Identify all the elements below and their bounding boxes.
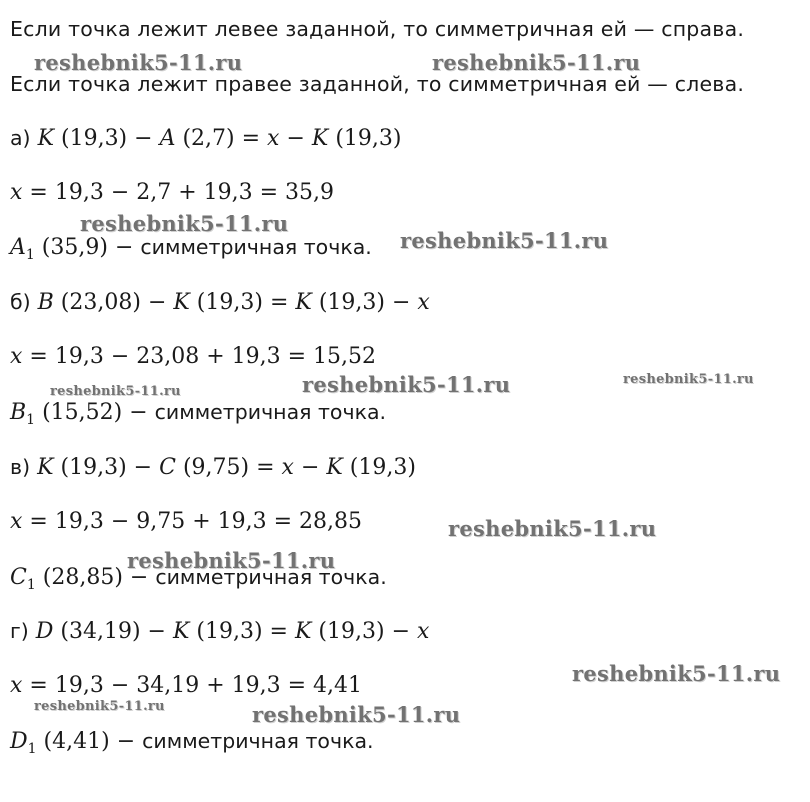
- calculation-c: x = 19,3 − 9,75 + 19,3 = 28,85: [10, 509, 363, 534]
- watermark: reshebnik5-11.ru: [432, 50, 641, 75]
- watermark: reshebnik5-11.ru: [448, 516, 657, 541]
- watermark: reshebnik5-11.ru: [252, 702, 461, 727]
- result-d: $D_1$ (4,41) − симметричная точка.: [10, 729, 374, 757]
- watermark: reshebnik5-11.ru: [400, 228, 609, 253]
- intro-line-2: Если точка лежит правее заданной, то симметричная ей — слева.: [10, 72, 745, 96]
- result-a: $A_1$ (35,9) − симметричная точка.: [10, 235, 372, 263]
- watermark: reshebnik5-11.ru: [34, 50, 243, 75]
- watermark: reshebnik5-11.ru: [302, 372, 511, 397]
- calculation-d: x = 19,3 − 34,19 + 19,3 = 4,41: [10, 673, 363, 698]
- result-b: $B_1$ (15,52) − симметричная точка.: [10, 400, 387, 428]
- intro-line-1: Если точка лежит левее заданной, то симметричная ей — справа.: [10, 17, 745, 41]
- equation-a: а) K (19,3) − A (2,7) = x − K (19,3): [10, 126, 402, 151]
- calculation-b: x = 19,3 − 23,08 + 19,3 = 15,52: [10, 344, 377, 369]
- equation-d: г) D (34,19) − K (19,3) = K (19,3) − x: [10, 619, 430, 644]
- watermark: reshebnik5-11.ru: [50, 384, 181, 399]
- calculation-a: x = 19,3 − 2,7 + 19,3 = 35,9: [10, 180, 335, 205]
- watermark: reshebnik5-11.ru: [623, 372, 754, 387]
- watermark: reshebnik5-11.ru: [34, 699, 165, 714]
- watermark: reshebnik5-11.ru: [127, 548, 336, 573]
- equation-c: в) K (19,3) − C (9,75) = x − K (19,3): [10, 455, 416, 480]
- equation-b: б) B (23,08) − K (19,3) = K (19,3) − x: [10, 290, 430, 315]
- watermark: reshebnik5-11.ru: [572, 661, 781, 686]
- watermark: reshebnik5-11.ru: [80, 211, 289, 236]
- result-c: $C_1$ (28,85) − симметричная точка.: [10, 565, 387, 593]
